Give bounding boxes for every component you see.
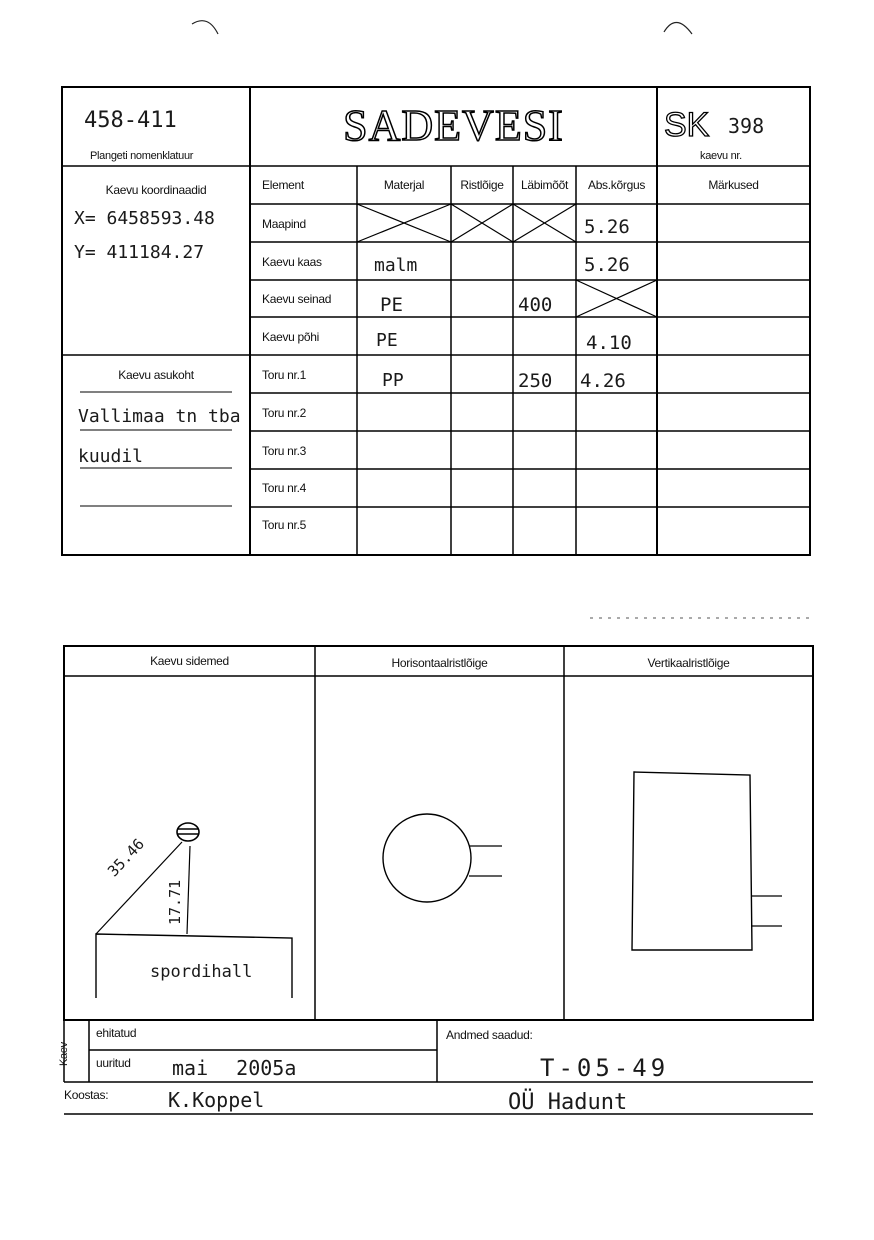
row-element: Toru nr.5 — [262, 518, 306, 532]
data-received-value: T-05-49 — [540, 1054, 670, 1082]
row-element: Toru nr.1 — [262, 368, 306, 382]
col-header-notes: Märkused — [708, 178, 759, 192]
row-element: Toru nr.2 — [262, 406, 306, 420]
row-abs: 4.26 — [580, 370, 626, 392]
row-diameter: 250 — [518, 370, 553, 392]
sheet-number: 458-411 — [84, 108, 177, 133]
compiled-by-label: Koostas: — [64, 1088, 109, 1102]
row-material: PE — [376, 330, 398, 351]
surveyed-label: uuritud — [96, 1056, 131, 1070]
row-element: Toru nr.4 — [262, 481, 306, 495]
well-number: 398 — [728, 114, 765, 138]
company-name: OÜ Hadunt — [508, 1090, 628, 1115]
sketch-header-connections: Kaevu sidemed — [150, 654, 229, 668]
row-element: Kaevu kaas — [262, 255, 322, 269]
well-number-label: kaevu nr. — [700, 150, 742, 162]
row-element: Toru nr.3 — [262, 444, 306, 458]
footer-side-label: Kaev — [58, 1042, 70, 1066]
sketch-header-vertical: Vertikaalristlõige — [647, 656, 730, 670]
row-material: PP — [382, 370, 404, 391]
distance-diagonal: 35.46 — [104, 834, 148, 881]
col-header-abs: Abs.kõrgus — [587, 178, 646, 192]
col-header-diameter: Läbimõõt — [521, 178, 568, 192]
row-material: PE — [380, 294, 403, 316]
location-label: Kaevu asukoht — [118, 368, 194, 382]
page-title: SADEVESI — [343, 101, 564, 150]
col-header-material: Materjal — [383, 178, 425, 192]
coords-label: Kaevu koordinaadid — [105, 183, 207, 197]
col-header-section: Ristlõige — [460, 178, 504, 192]
row-element: Kaevu seinad — [262, 292, 332, 306]
location-line1: Vallimaa tn tba — [78, 406, 241, 427]
location-line2: kuudil — [78, 446, 144, 467]
row-element: Maapind — [262, 217, 306, 231]
well-prefix: SK — [664, 106, 710, 144]
distance-vertical: 17.71 — [166, 879, 184, 925]
row-abs: 5.26 — [584, 254, 630, 276]
row-material: malm — [374, 255, 418, 276]
coord-x: X= 6458593.48 — [74, 208, 215, 229]
col-header-element: Element — [262, 178, 304, 192]
row-abs: 4.10 — [586, 332, 632, 354]
row-diameter: 400 — [518, 294, 553, 316]
building-label: spordihall — [150, 962, 253, 982]
data-received-label: Andmed saadud: — [446, 1028, 533, 1042]
sheet-number-label: Plangeti nomenklatuur — [90, 150, 194, 162]
built-label: ehitatud — [96, 1026, 137, 1040]
coord-y: Y= 411184.27 — [74, 242, 205, 263]
sketch-header-horizontal: Horisontaalristlõige — [391, 656, 488, 670]
surveyed-value: mai 2005a — [172, 1056, 297, 1080]
row-element: Kaevu põhi — [262, 330, 320, 344]
row-abs: 5.26 — [584, 216, 630, 238]
compiled-by-value: K.Koppel — [168, 1088, 265, 1112]
